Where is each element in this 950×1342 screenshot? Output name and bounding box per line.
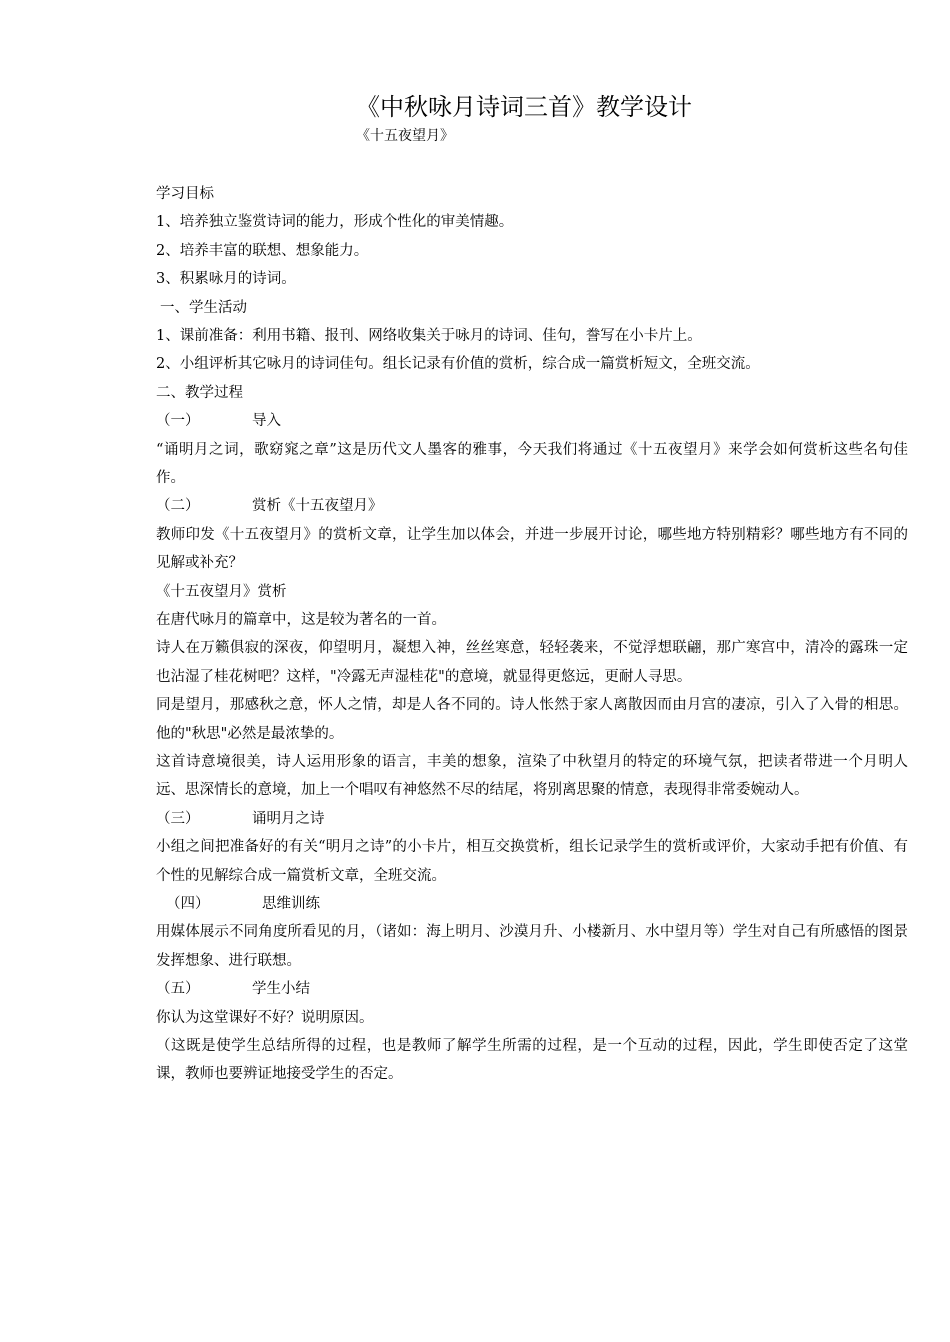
section-title: 导入: [252, 413, 281, 430]
paragraph: 这首诗意境很美，诗人运用形象的语言，丰美的想象，渲染了中秋望月的特定的环境气氛，把读者带进一个月明人远、思深情长的意境，加上一个唱叹有神悠然不尽的结尾，将别离思聚的情意，表现得非常委婉动人。: [156, 753, 908, 799]
goal-item: 1、培养独立鉴赏诗词的能力，形成个性化的审美情趣。: [156, 214, 514, 231]
document-body: [156, 180, 908, 1089]
goal-item: 2、培养丰富的联想、想象能力。: [156, 242, 369, 259]
paragraph: 诗人在万籁俱寂的深夜，仰望明月，凝想入神，丝丝寒意，轻轻袭来，不觉浮想联翩，那广寒宫中，清冷的露珠一定也沾湿了桂花树吧？这样，"冷露无声湿桂花"的意境，就显得更悠远，更耐人寻思。: [156, 640, 908, 685]
section-heading: [156, 890, 908, 918]
section-number: （三）: [156, 810, 200, 827]
paragraph: 小组之间把准备好的有关“明月之诗”的小卡片，相互交换赏析，组长记录学生的赏析或评价，大家动手把有价值、有个性的见解综合成一篇赏析文章，全班交流。: [156, 839, 908, 884]
section-title: 学生小结: [252, 981, 310, 998]
paragraph: 《十五夜望月》赏析: [156, 583, 287, 600]
paragraph: “诵明月之词，歌窈窕之章”这是历代文人墨客的雅事，今天我们将通过《十五夜望月》来学会如何赏析这些名句佳作。: [156, 441, 908, 486]
section-heading: [156, 805, 908, 833]
section-heading: [156, 975, 908, 1003]
section-number: （五）: [156, 981, 200, 998]
section-title: 诵明月之诗: [252, 810, 325, 827]
process-heading: 二、教学过程: [156, 384, 243, 401]
paragraph: 在唐代咏月的篇章中，这是较为著名的一首。: [156, 611, 446, 628]
activity-item: 2、小组评析其它咏月的诗词佳句。组长记录有价值的赏析，综合成一篇赏析短文，全班交流。: [156, 356, 760, 373]
document-title: 《中秋咏月诗词三首》教学设计: [356, 93, 692, 121]
paragraph: 同是望月，那感秋之意，怀人之情，却是人各不同的。诗人怅然于家人离散因而由月宫的凄凉，引入了入骨的相思。他的"秋思"必然是最浓挚的。: [156, 697, 908, 742]
goals-heading: 学习目标: [156, 186, 214, 202]
paragraph: 你认为这堂课好不好？说明原因。: [156, 1009, 374, 1026]
section-number: （四）: [166, 895, 210, 912]
section-title: 赏析《十五夜望月》: [252, 498, 383, 515]
activity-item: 1、课前准备：利用书籍、报刊、网络收集关于咏月的诗词、佳句，誊写在小卡片上。: [156, 327, 702, 344]
section-number: （一）: [156, 413, 200, 430]
section-title: 思维训练: [262, 895, 320, 912]
section-heading: [156, 492, 908, 520]
section-number: （二）: [156, 498, 200, 515]
document-subtitle: 《十五夜望月》: [356, 128, 454, 144]
paragraph: 教师印发《十五夜望月》的赏析文章，让学生加以体会，并进一步展开讨论，哪些地方特别精彩？哪些地方有不同的见解或补充？: [156, 526, 908, 572]
goal-item: 3、积累咏月的诗词。: [156, 271, 296, 288]
activities-heading: 一、学生活动: [160, 299, 247, 316]
paragraph: （这既是使学生总结所得的过程，也是教师了解学生所需的过程，是一个互动的过程，因此，学生即使否定了这堂课，教师也要辨证地接受学生的否定。: [156, 1037, 908, 1083]
section-heading: [156, 407, 908, 435]
paragraph: 用媒体展示不同角度所看见的月，（诸如：海上明月、沙漠月升、小楼新月、水中望月等）学生对自己有所感悟的图景发挥想象、进行联想。: [156, 924, 908, 969]
